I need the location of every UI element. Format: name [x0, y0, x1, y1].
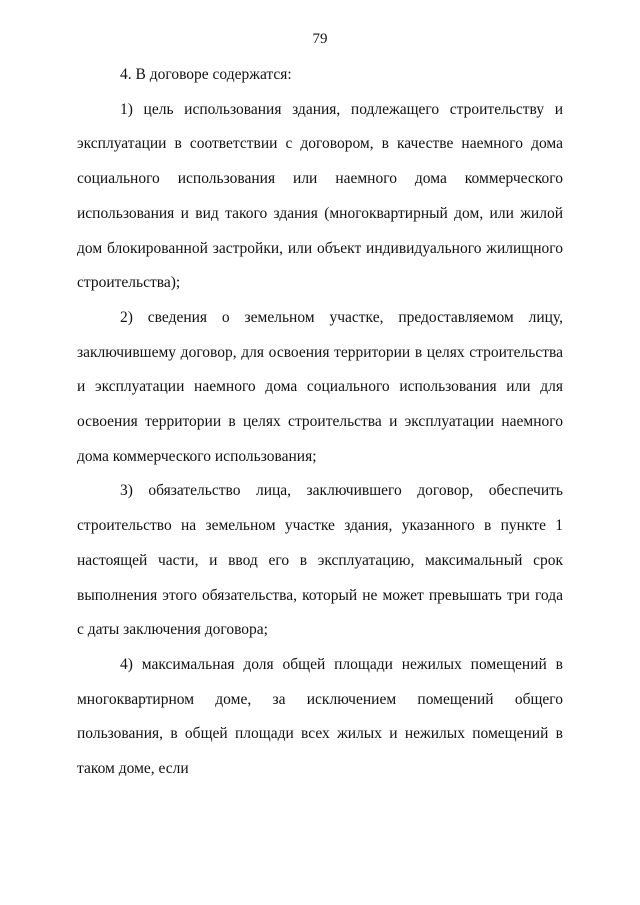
document-body [77, 58, 563, 787]
section-heading: 4. В договоре содержатся: [120, 66, 292, 83]
paragraph-item-4: 4) максимальная доля общей площади нежилых помещений в многоквартирном доме, за исключением помещений общего пользования, в общей площади всех жилых и нежилых помещений в таком доме, если [77, 655, 563, 778]
page-number: 79 [312, 31, 328, 47]
paragraph-item-1: 1) цель использования здания, подлежащего строительству и эксплуатации в соответствии с договором, в качестве наемного дома социального использования или наемного дома коммерческого использования и вид такого здания (многоквартирный дом, или жилой дом блокированной застройки, или объект индивидуального жилищного строительства); [77, 100, 563, 292]
paragraph-item-2: 2) сведения о земельном участке, предоставляемом лицу, заключившему договор, для освоения территории в целях строительства и эксплуатации наемного дома социального использования или для освоения территории в целях строительства и эксплуатации наемного дома коммерческого использования; [77, 308, 563, 465]
paragraph-item-3: 3) обязательство лица, заключившего договор, обеспечить строительство на земельном участке здания, указанного в пункте 1 настоящей части, и ввод его в эксплуатацию, максимальный срок выполнения этого обязательства, который не может превышать три года с даты заключения договора; [77, 482, 563, 639]
